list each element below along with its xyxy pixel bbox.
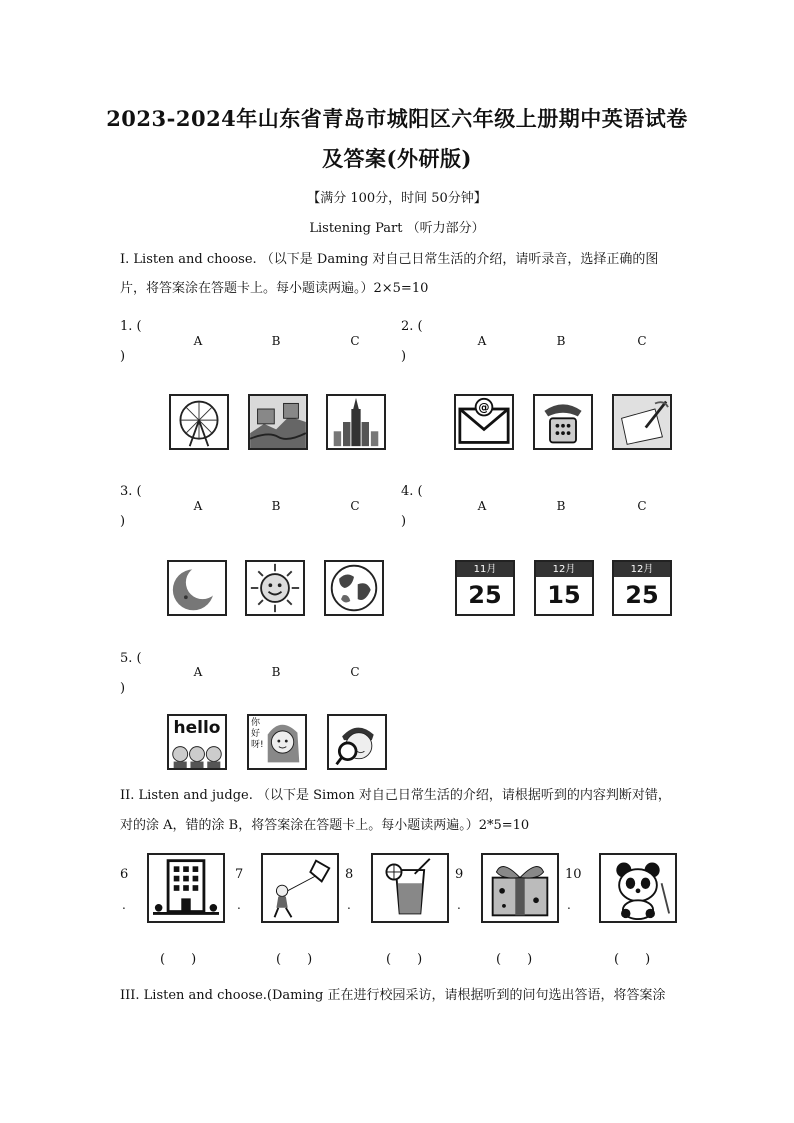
question-close: ) [120, 514, 126, 529]
juice-glass-image[interactable] [371, 853, 449, 923]
hello-text: hello [173, 718, 221, 738]
section1-instruction: Ⅰ. Listen and choose. （以下是 Daming 对自己日常生活的介绍，请听录音，选择正确的图 [120, 252, 659, 267]
kite-child-image[interactable] [261, 853, 339, 923]
option-label: A [477, 334, 487, 348]
calendar-image[interactable] [534, 560, 594, 616]
question-close: ) [120, 681, 126, 696]
calendar-day: 25 [468, 581, 502, 609]
question-close: ) [401, 514, 407, 529]
smiling-sun-image[interactable] [245, 560, 305, 616]
item-number: 7 [235, 867, 244, 882]
nihao-text: 你好呀! [251, 718, 264, 750]
page-title-line2: 及答案(外研版) [322, 146, 472, 171]
option-label: C [350, 665, 360, 679]
section3-instruction: III. Listen and choose.(Daming 正在进行校园采访，请根据听到的问句选出答语，将答案涂 [120, 988, 666, 1003]
earth-globe-image[interactable] [324, 560, 384, 616]
score-info: 【满分 100分，时间 50分钟】 [307, 191, 487, 206]
option-label: C [350, 334, 360, 348]
section1-instruction-2: 片，将答案涂在答题卡上。每小题读两遍。）2×5=10 [120, 281, 429, 296]
question-close: ) [401, 349, 407, 364]
great-wall-image[interactable] [248, 394, 308, 450]
calendar-day: 25 [625, 581, 659, 609]
answer-blank[interactable]: ( ) [160, 952, 197, 967]
building-image[interactable] [147, 853, 225, 923]
ferris-wheel-image[interactable] [169, 394, 229, 450]
panda-image[interactable] [599, 853, 677, 923]
city-tower-image[interactable] [326, 394, 386, 450]
option-label: B [556, 499, 566, 513]
crescent-moon-image[interactable] [167, 560, 227, 616]
part-title: Listening Part （听力部分） [309, 221, 485, 236]
calendar-month: 11月 [457, 562, 513, 577]
option-label: B [271, 334, 281, 348]
answer-blank[interactable]: ( ) [386, 952, 423, 967]
item-dot: . [122, 898, 126, 912]
option-label: A [193, 334, 203, 348]
item-dot: . [457, 898, 461, 912]
question-close: ) [120, 349, 126, 364]
question-number: 1. ( [120, 319, 142, 334]
calendar-month: 12月 [614, 562, 670, 577]
item-dot: . [237, 898, 241, 912]
item-number: 6 [120, 867, 129, 882]
question-number: 3. ( [120, 484, 142, 499]
answer-blank[interactable]: ( ) [614, 952, 651, 967]
boy-magnifier-image[interactable] [327, 714, 387, 770]
item-dot: . [347, 898, 351, 912]
calendar-day: 15 [547, 581, 581, 609]
option-label: C [637, 499, 647, 513]
girl-nihao-image[interactable] [247, 714, 307, 770]
option-label: C [350, 499, 360, 513]
item-number: 9 [455, 867, 464, 882]
calendar-image[interactable] [612, 560, 672, 616]
email-envelope-image[interactable] [454, 394, 514, 450]
option-label: B [271, 499, 281, 513]
postcard-writing-image[interactable] [612, 394, 672, 450]
page-title: 2023-2024年山东省青岛市城阳区六年级上册期中英语试卷 [106, 106, 688, 131]
option-label: A [193, 665, 203, 679]
svg-text:@: @ [478, 400, 490, 414]
gift-box-image[interactable] [481, 853, 559, 923]
option-label: A [477, 499, 487, 513]
question-number: 2. ( [401, 319, 423, 334]
calendar-image[interactable] [455, 560, 515, 616]
option-label: B [271, 665, 281, 679]
section2-instruction: II. Listen and judge. （以下是 Simon 对自己日常生活的介绍，请根据听到的内容判断对错， [120, 788, 671, 803]
item-dot: . [567, 898, 571, 912]
item-number: 10 [565, 867, 582, 882]
hello-sign-image[interactable] [167, 714, 227, 770]
calendar-month: 12月 [536, 562, 592, 577]
option-label: B [556, 334, 566, 348]
option-label: A [193, 499, 203, 513]
answer-blank[interactable]: ( ) [276, 952, 313, 967]
section2-instruction-2: 对的涂 A，错的涂 B，将答案涂在答题卡上。每小题读两遍。）2*5=10 [120, 818, 530, 833]
telephone-image[interactable] [533, 394, 593, 450]
option-label: C [637, 334, 647, 348]
answer-blank[interactable]: ( ) [496, 952, 533, 967]
item-number: 8 [345, 867, 354, 882]
question-number: 4. ( [401, 484, 423, 499]
question-number: 5. ( [120, 651, 142, 666]
